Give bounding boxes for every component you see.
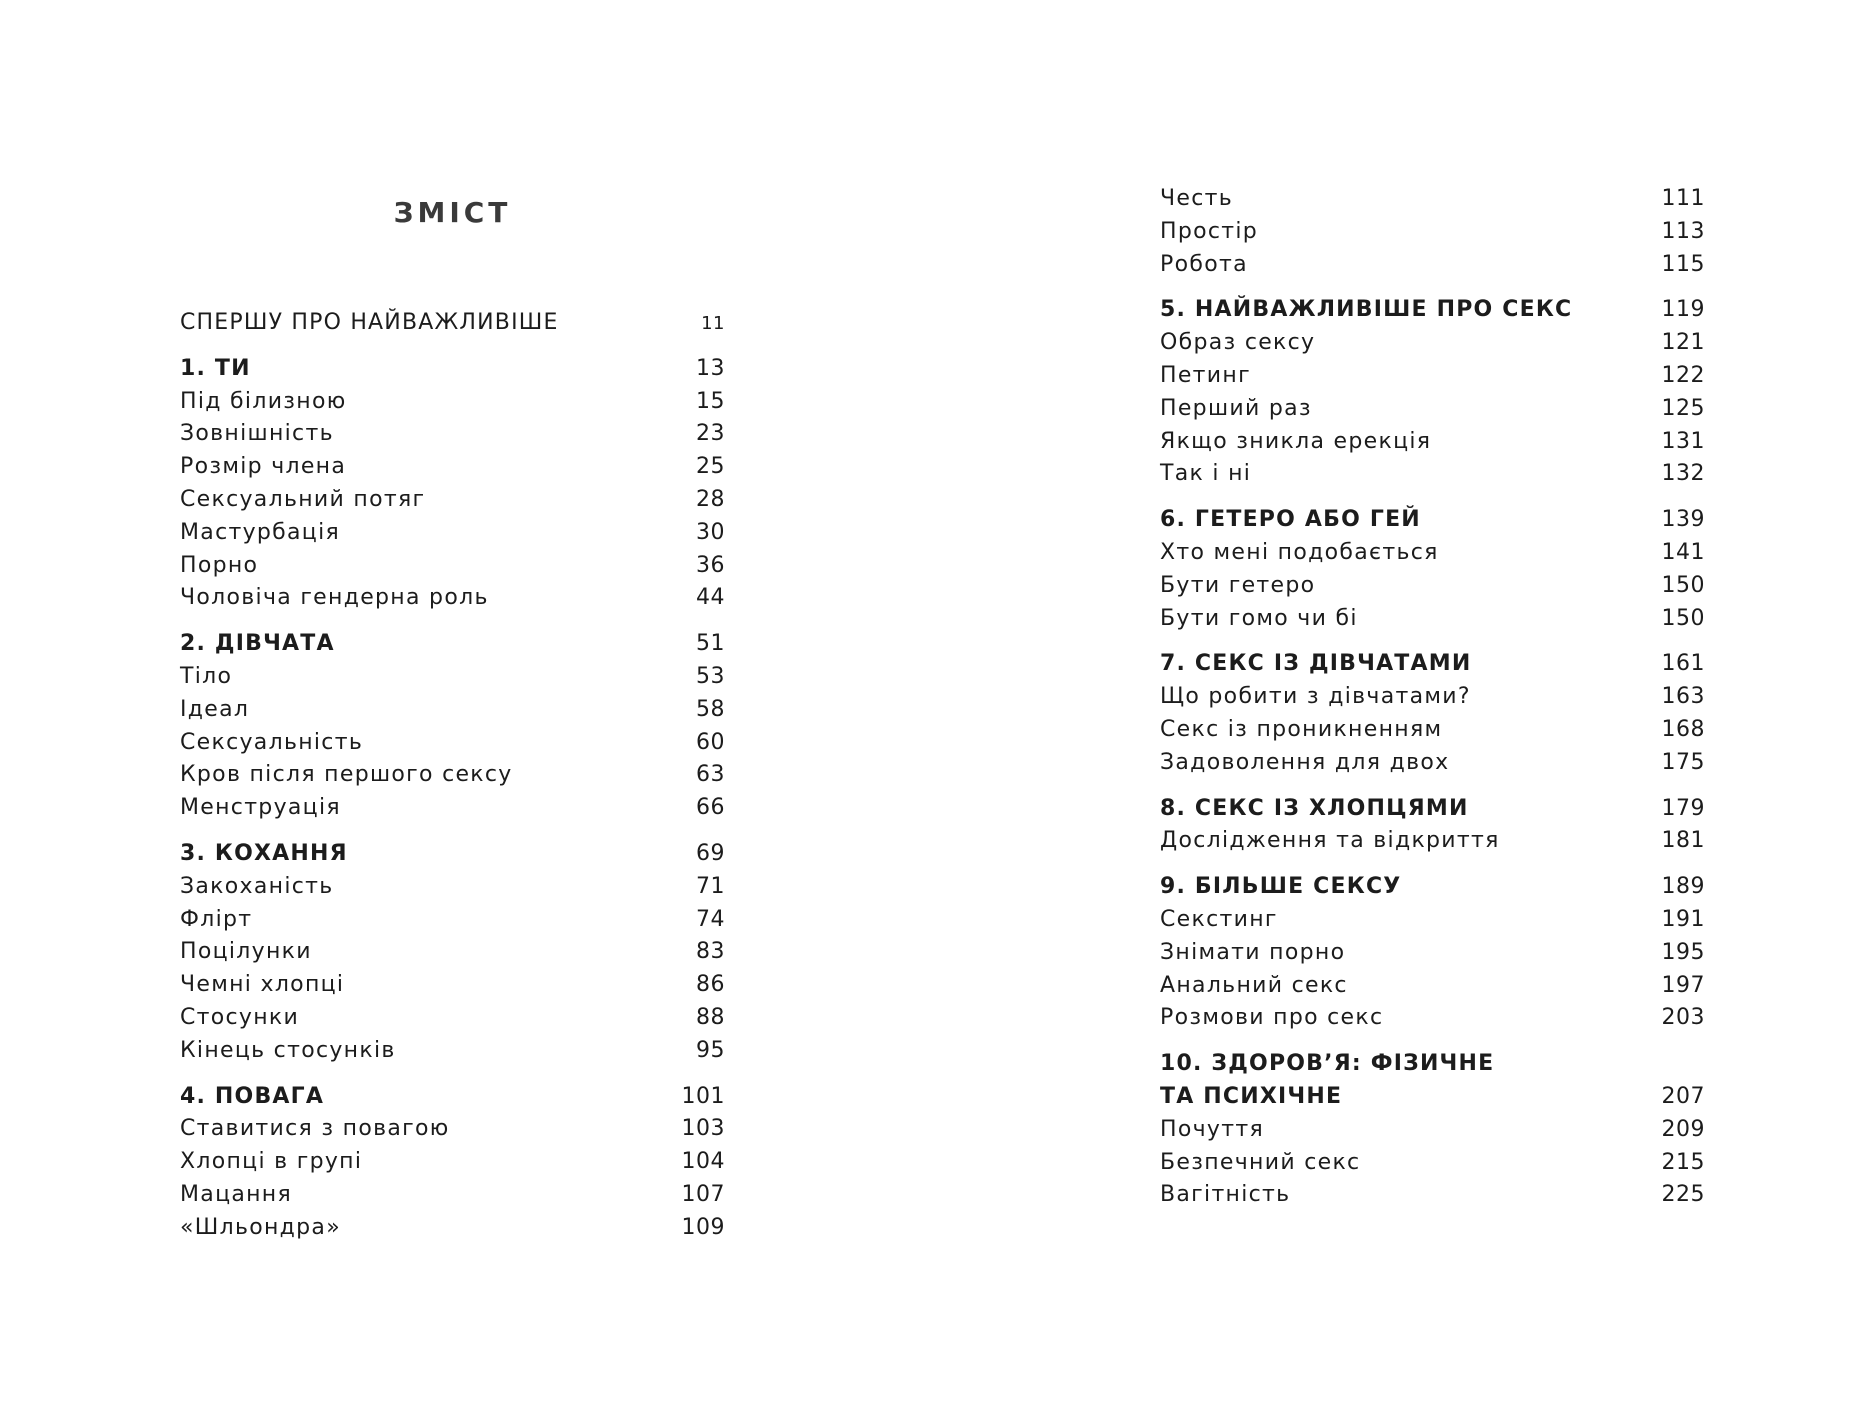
toc-entry-title: «Шльондра»	[180, 1214, 341, 1240]
toc-entry-title: 10. ЗДОРОВ’Я: ФІЗИЧНЕ	[1160, 1051, 1495, 1077]
toc-section-entry	[1160, 825, 1705, 858]
toc-intro-entry	[180, 307, 725, 340]
toc-chapter-entry	[180, 1081, 725, 1114]
toc-entry-title: Образ сексу	[1160, 330, 1316, 356]
toc-page-number: 15	[696, 388, 725, 414]
toc-section-entry	[1160, 426, 1705, 459]
toc-page-number: 11	[701, 313, 725, 334]
toc-page-number: 88	[696, 1004, 725, 1030]
toc-page-number: 30	[696, 519, 725, 545]
toc-entry-title: Ставитися з повагою	[180, 1116, 450, 1142]
toc-section-entry	[180, 451, 725, 484]
toc-page-number: 74	[696, 906, 725, 932]
toc-section-entry	[1160, 537, 1705, 570]
toc-chapter-entry	[1160, 871, 1705, 904]
toc-section-entry	[180, 1146, 725, 1179]
toc-section-entry	[180, 517, 725, 550]
toc-entry-title: Чоловіча гендерна роль	[180, 585, 489, 611]
toc-entry-title: Честь	[1160, 186, 1233, 211]
toc-entry-title: Розмови про секс	[1160, 1005, 1384, 1031]
toc-page-number: 131	[1661, 428, 1705, 454]
toc-section-entry	[180, 418, 725, 451]
toc-chapter-entry	[180, 353, 725, 386]
toc-page-number: 141	[1661, 539, 1705, 565]
toc-page-number: 209	[1661, 1116, 1705, 1142]
toc-section-entry	[1160, 970, 1705, 1003]
toc-chapter-entry	[1160, 793, 1705, 826]
toc-section-entry	[180, 1035, 725, 1068]
toc-page-number: 115	[1661, 251, 1705, 277]
toc-section-entry	[180, 1212, 725, 1245]
toc-page-number: 60	[696, 729, 725, 755]
toc-entry-title: Знімати порно	[1160, 939, 1346, 965]
toc-entry-title: 7. СЕКС ІЗ ДІВЧАТАМИ	[1160, 651, 1472, 677]
toc-entry-title: 5. НАЙВАЖЛИВІШЕ ПРО СЕКС	[1160, 297, 1573, 323]
toc-entry-title: Петинг	[1160, 362, 1251, 388]
toc-page-number: 150	[1661, 572, 1705, 598]
toc-page-number: 125	[1661, 395, 1705, 421]
toc-page-number: 191	[1661, 906, 1705, 932]
toc-entry-title: Якщо зникла ерекція	[1160, 428, 1432, 454]
toc-entry-title: 8. СЕКС ІЗ ХЛОПЦЯМИ	[1160, 795, 1469, 821]
toc-entry-title: Сексуальність	[180, 729, 364, 755]
toc-section-entry	[180, 1113, 725, 1146]
toc-section-entry	[180, 484, 725, 517]
toc-section-entry	[180, 792, 725, 825]
toc-chapter-entry	[180, 838, 725, 871]
toc-entry-title: Почуття	[1160, 1116, 1264, 1142]
toc-page-number: 83	[696, 939, 725, 965]
toc-entry-title: 4. ПОВАГА	[180, 1083, 325, 1109]
toc-entry-title: Перший раз	[1160, 395, 1312, 421]
toc-section-entry	[180, 1179, 725, 1212]
toc-page-number: 179	[1661, 795, 1705, 821]
toc-page-number: 104	[681, 1149, 725, 1175]
toc-entry-title: Поцілунки	[180, 939, 312, 965]
toc-list-left	[180, 307, 725, 1245]
toc-chapter-entry	[1160, 648, 1705, 681]
toc-page-number: 28	[696, 486, 725, 512]
toc-page-number: 113	[1661, 218, 1705, 244]
toc-page-number: 53	[696, 663, 725, 689]
toc-entry-title: Мастурбація	[180, 519, 341, 545]
toc-section-entry	[1160, 249, 1705, 282]
toc-entry-title: Менструація	[180, 795, 341, 821]
toc-section-entry	[180, 969, 725, 1002]
toc-page-number: 132	[1661, 461, 1705, 487]
toc-page-number: 101	[681, 1083, 725, 1109]
toc-heading: ЗМІСТ	[393, 196, 512, 229]
toc-page-number: 203	[1661, 1005, 1705, 1031]
toc-entry-title: 3. КОХАННЯ	[180, 840, 348, 866]
toc-entry-title: Бути гомо чи бі	[1160, 605, 1358, 631]
toc-section-entry	[1160, 603, 1705, 636]
toc-page-number: 139	[1661, 507, 1705, 533]
toc-entry-title: Сексуальний потяг	[180, 486, 426, 512]
toc-entry-title: Зовнішність	[180, 421, 334, 447]
toc-section-entry	[1160, 360, 1705, 393]
toc-entry-title: Робота	[1160, 251, 1248, 277]
toc-page-number: 150	[1661, 605, 1705, 631]
toc-section-entry	[180, 904, 725, 937]
toc-section-entry	[180, 727, 725, 760]
toc-section-entry	[1160, 714, 1705, 747]
toc-page-number: 103	[681, 1116, 725, 1142]
toc-entry-title: Безпечний секс	[1160, 1149, 1361, 1175]
toc-section-entry	[1160, 216, 1705, 249]
toc-entry-title: ТА ПСИХІЧНЕ	[1160, 1083, 1343, 1109]
toc-page-number: 66	[696, 795, 725, 821]
toc-chapter-entry	[1160, 504, 1705, 537]
toc-entry-title: Стосунки	[180, 1004, 300, 1030]
toc-page-number: 163	[1661, 684, 1705, 710]
toc-page-number: 122	[1661, 362, 1705, 388]
toc-section-entry	[180, 936, 725, 969]
toc-entry-title: Бути гетеро	[1160, 572, 1316, 598]
toc-section-entry	[1160, 393, 1705, 426]
toc-entry-title: Кров після першого сексу	[180, 762, 513, 788]
toc-page-number: 107	[681, 1181, 725, 1207]
toc-section-entry	[180, 1002, 725, 1035]
toc-section-entry	[180, 386, 725, 419]
toc-entry-title: СПЕРШУ ПРО НАЙВАЖЛИВІШЕ	[180, 310, 559, 335]
toc-page-number: 69	[696, 840, 725, 866]
toc-page-number: 215	[1661, 1149, 1705, 1175]
toc-page-number: 25	[696, 454, 725, 480]
toc-entry-title: 9. БІЛЬШЕ СЕКСУ	[1160, 874, 1402, 900]
toc-entry-title: Так і ні	[1160, 461, 1252, 487]
toc-entry-title: 2. ДІВЧАТА	[180, 631, 335, 657]
toc-entry-title: Простір	[1160, 218, 1259, 244]
toc-section-entry	[1160, 458, 1705, 491]
toc-section-entry	[180, 582, 725, 615]
toc-section-entry	[1160, 183, 1705, 216]
toc-page-number: 225	[1661, 1182, 1705, 1208]
toc-page-number: 51	[696, 631, 725, 657]
toc-section-entry	[180, 550, 725, 583]
toc-entry-title: Хлопці в групі	[180, 1149, 363, 1175]
toc-section-entry	[1160, 1179, 1705, 1212]
toc-entry-title: 6. ГЕТЕРО АБО ГЕЙ	[1160, 507, 1421, 533]
toc-page-number: 13	[696, 355, 725, 381]
toc-section-entry	[1160, 327, 1705, 360]
toc-page-number: 197	[1661, 972, 1705, 998]
toc-section-entry	[1160, 1147, 1705, 1180]
toc-page-number: 58	[696, 696, 725, 722]
toc-section-entry	[180, 694, 725, 727]
toc-entry-title: Що робити з дівчатами?	[1160, 684, 1471, 710]
toc-page-number: 195	[1661, 939, 1705, 965]
toc-entry-title: Секстинг	[1160, 906, 1278, 932]
toc-entry-title: Анальний секс	[1160, 972, 1348, 998]
toc-section-entry	[1160, 1114, 1705, 1147]
toc-entry-title: Закоханість	[180, 873, 334, 899]
toc-page-number: 44	[696, 585, 725, 611]
toc-entry-title: Мацання	[180, 1181, 293, 1207]
toc-entry-title: 1. ТИ	[180, 355, 251, 381]
toc-page-number: 71	[696, 873, 725, 899]
toc-entry-title: Чемні хлопці	[180, 972, 345, 998]
toc-section-entry	[1160, 937, 1705, 970]
toc-section-entry	[1160, 747, 1705, 780]
toc-page-number: 161	[1661, 651, 1705, 677]
toc-entry-title: Вагітність	[1160, 1182, 1291, 1208]
toc-list-right	[1160, 183, 1705, 1212]
toc-entry-title: Задоволення для двох	[1160, 749, 1450, 775]
toc-section-entry	[180, 759, 725, 792]
toc-page-number: 23	[696, 421, 725, 447]
toc-page-number: 63	[696, 762, 725, 788]
toc-section-entry	[180, 661, 725, 694]
toc-section-entry	[180, 871, 725, 904]
toc-page-number: 86	[696, 972, 725, 998]
toc-chapter-entry	[180, 628, 725, 661]
toc-page-number: 95	[696, 1037, 725, 1063]
toc-entry-title: Тіло	[180, 663, 233, 689]
toc-entry-title: Секс із проникненням	[1160, 716, 1443, 742]
toc-entry-title: Кінець стосунків	[180, 1037, 396, 1063]
toc-page-number: 175	[1661, 749, 1705, 775]
toc-section-entry	[1160, 904, 1705, 937]
toc-entry-title: Хто мені подобається	[1160, 539, 1439, 565]
toc-page-number: 189	[1661, 874, 1705, 900]
toc-page-number: 36	[696, 552, 725, 578]
toc-section-entry	[1160, 681, 1705, 714]
toc-page-number: 111	[1661, 186, 1705, 211]
toc-entry-title: Розмір члена	[180, 454, 347, 480]
toc-entry-title: Флірт	[180, 906, 253, 932]
toc-chapter-entry	[1160, 1048, 1705, 1081]
toc-chapter-entry	[1160, 294, 1705, 327]
toc-page-number: 168	[1661, 716, 1705, 742]
toc-page-number: 207	[1661, 1083, 1705, 1109]
toc-section-entry	[1160, 570, 1705, 603]
toc-entry-title: Під білизною	[180, 388, 347, 414]
toc-page-number: 119	[1661, 297, 1705, 323]
toc-page-number: 181	[1661, 828, 1705, 854]
toc-entry-title: Порно	[180, 552, 259, 578]
toc-section-entry	[1160, 1002, 1705, 1035]
toc-page-number: 109	[681, 1214, 725, 1240]
toc-chapter-entry	[1160, 1081, 1705, 1114]
toc-page-number: 121	[1661, 330, 1705, 356]
toc-entry-title: Ідеал	[180, 696, 250, 722]
toc-entry-title: Дослідження та відкриття	[1160, 828, 1500, 854]
